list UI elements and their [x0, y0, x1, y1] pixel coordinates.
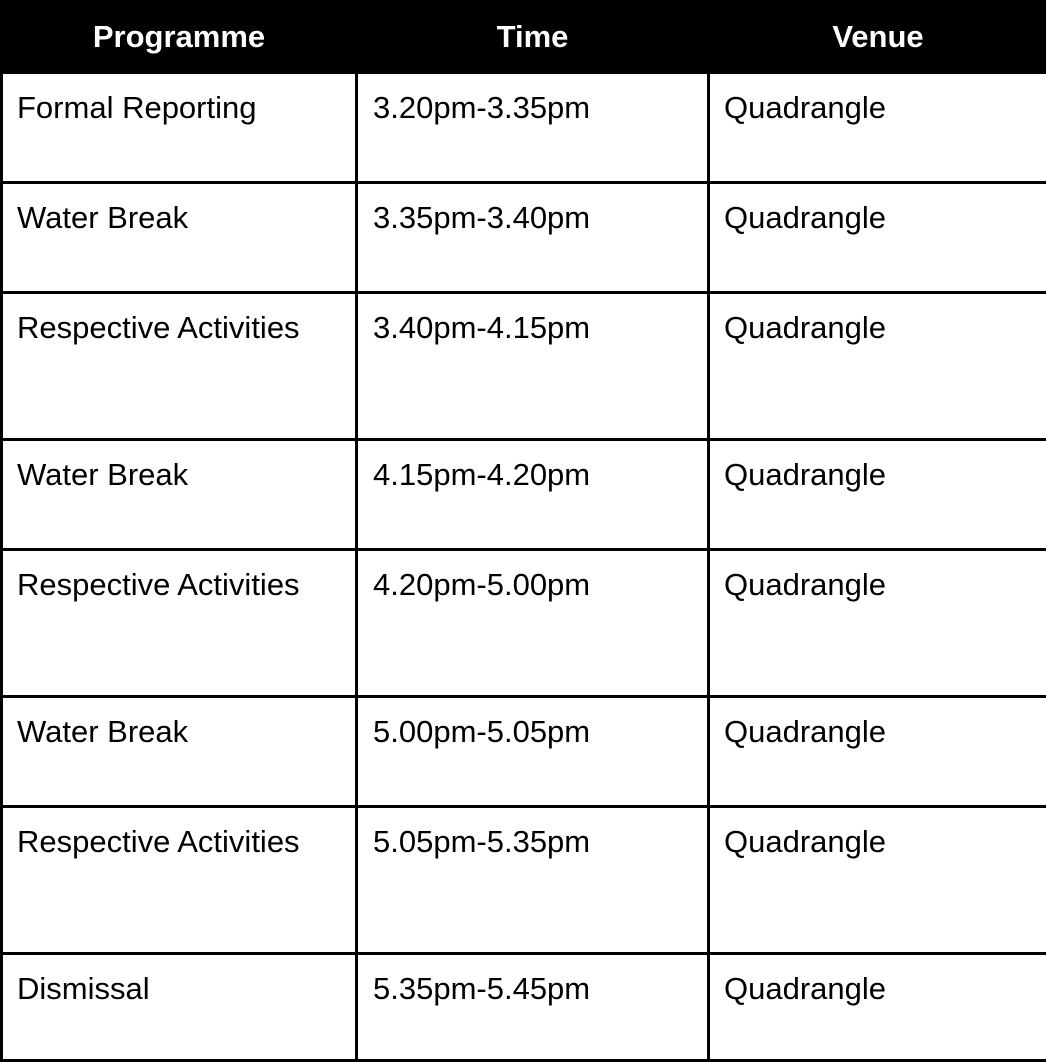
time-cell: 3.20pm-3.35pm: [357, 73, 709, 183]
table-row: [2, 73, 1046, 183]
header-time: Time: [357, 2, 709, 73]
table-row: [2, 807, 1046, 954]
venue-cell: Quadrangle: [709, 954, 1046, 1061]
time-cell: 4.15pm-4.20pm: [357, 440, 709, 550]
venue-cell: Quadrangle: [709, 697, 1046, 807]
header-venue: Venue: [709, 2, 1046, 73]
programme-cell: Respective Activities: [2, 293, 357, 440]
table-row: [2, 440, 1046, 550]
time-cell: 3.35pm-3.40pm: [357, 183, 709, 293]
programme-cell: Water Break: [2, 697, 357, 807]
header-row: [2, 2, 1046, 73]
programme-cell: Respective Activities: [2, 807, 357, 954]
time-cell: 3.40pm-4.15pm: [357, 293, 709, 440]
time-cell: 5.00pm-5.05pm: [357, 697, 709, 807]
table-row: [2, 293, 1046, 440]
venue-cell: Quadrangle: [709, 73, 1046, 183]
time-cell: 5.05pm-5.35pm: [357, 807, 709, 954]
table-row: [2, 954, 1046, 1061]
venue-cell: Quadrangle: [709, 550, 1046, 697]
time-cell: 5.35pm-5.45pm: [357, 954, 709, 1061]
table-row: [2, 550, 1046, 697]
venue-cell: Quadrangle: [709, 440, 1046, 550]
table-row: [2, 697, 1046, 807]
table-row: [2, 183, 1046, 293]
programme-cell: Respective Activities: [2, 550, 357, 697]
programme-cell: Water Break: [2, 183, 357, 293]
programme-cell: Formal Reporting: [2, 73, 357, 183]
time-cell: 4.20pm-5.00pm: [357, 550, 709, 697]
venue-cell: Quadrangle: [709, 293, 1046, 440]
programme-cell: Dismissal: [2, 954, 357, 1061]
venue-cell: Quadrangle: [709, 807, 1046, 954]
venue-cell: Quadrangle: [709, 183, 1046, 293]
header-programme: Programme: [2, 2, 357, 73]
programme-cell: Water Break: [2, 440, 357, 550]
